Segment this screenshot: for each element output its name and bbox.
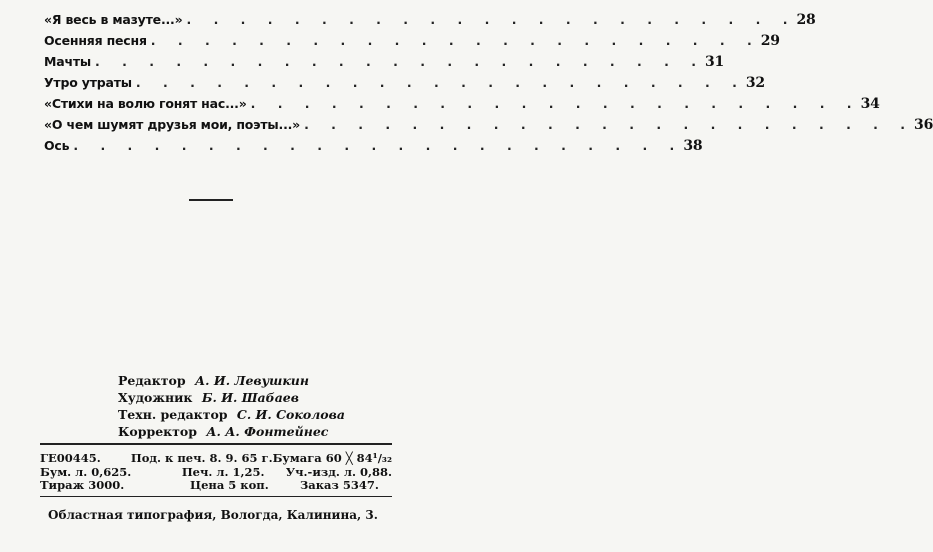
dot-leader: . . . . . . . . . . . . . . . . . . . . . . . (186, 12, 797, 27)
credit-name: Б. И. Шабаев (201, 390, 299, 405)
toc-entry (44, 138, 703, 159)
credit-role: Корректор (118, 424, 197, 439)
toc-entry (44, 96, 880, 117)
imprint-order-number: Заказ 5347. (300, 478, 379, 492)
imprint-bottom-rule (40, 496, 392, 497)
toc-entry (44, 75, 765, 96)
printer-line: Областная типография, Вологда, Калинина, 3. (48, 508, 378, 522)
credit-name: А. А. Фонтейнес (206, 424, 329, 439)
toc-entry-title: Утро утраты (44, 75, 132, 90)
credit-role: Художник (118, 390, 193, 405)
imprint-paper-sheets: Бум. л. 0,625. (40, 464, 132, 479)
credit-line (118, 424, 345, 441)
credits-block (118, 373, 345, 441)
imprint-line (40, 451, 392, 465)
toc-entry-page: 31 (704, 54, 725, 70)
credit-line (118, 407, 345, 424)
credit-line (118, 390, 345, 407)
imprint-code: ГЕ00445. (40, 451, 101, 465)
credit-role: Техн. редактор (118, 407, 228, 422)
dot-leader: . . . . . . . . . . . . . . . . . . . . . . . (73, 138, 684, 153)
credit-line (118, 373, 345, 390)
dot-leader: . . . . . . . . . . . . . . . . . . . . . . . (95, 54, 705, 69)
toc-entry-page: 28 (796, 12, 816, 28)
imprint-text (40, 445, 392, 492)
toc-entry-title: «Я весь в мазуте...» (44, 12, 183, 27)
toc-entry-title: Ось (44, 138, 70, 153)
dot-leader: . . . . . . . . . . . . . . . . . . . . . . . (304, 117, 915, 132)
imprint-block (40, 443, 392, 497)
toc-entry-title: Осенняя песня (44, 33, 147, 48)
dot-leader: . . . . . . . . . . . . . . . . . . . . . . . (150, 33, 761, 48)
imprint-signed-date: Под. к печ. 8. 9. 65 г. (130, 451, 273, 465)
imprint-publishing-sheets: Уч.-изд. л. 0,88. (285, 464, 392, 479)
toc-entry (44, 117, 933, 138)
toc-entry-page: 38 (683, 138, 703, 154)
imprint-line (40, 465, 392, 479)
toc-entry-page: 32 (745, 75, 765, 91)
imprint-paper-format: Бумага 60 ╳ 84¹/₃₂ (272, 451, 392, 465)
toc-entry-title: Мачты (44, 54, 92, 69)
dot-leader: . . . . . . . . . . . . . . . . . . . . . . . (250, 96, 861, 111)
credit-name: С. И. Соколова (236, 407, 345, 422)
imprint-print-sheets: Печ. л. 1,25. (181, 464, 265, 479)
toc-entry-page: 36 (914, 117, 933, 133)
toc-entry-page: 29 (760, 33, 780, 49)
credit-name: А. И. Левушкин (195, 373, 309, 388)
imprint-price: Цена 5 коп. (190, 478, 269, 492)
dot-leader: . . . . . . . . . . . . . . . . . . . . . . . (135, 75, 746, 90)
toc-entry-page: 34 (860, 96, 880, 112)
credit-role: Редактор (118, 373, 186, 388)
toc-entry (44, 33, 780, 54)
imprint-print-run: Тираж 3000. (40, 478, 125, 492)
toc-entry-title: «Стихи на волю гонят нас...» (44, 96, 247, 111)
toc-entry (44, 12, 816, 33)
section-divider (189, 199, 233, 201)
table-of-contents (44, 12, 933, 159)
imprint-line (40, 478, 392, 492)
toc-entry-title: «О чем шумят друзья мои, поэты...» (44, 117, 301, 132)
toc-entry (44, 54, 725, 75)
